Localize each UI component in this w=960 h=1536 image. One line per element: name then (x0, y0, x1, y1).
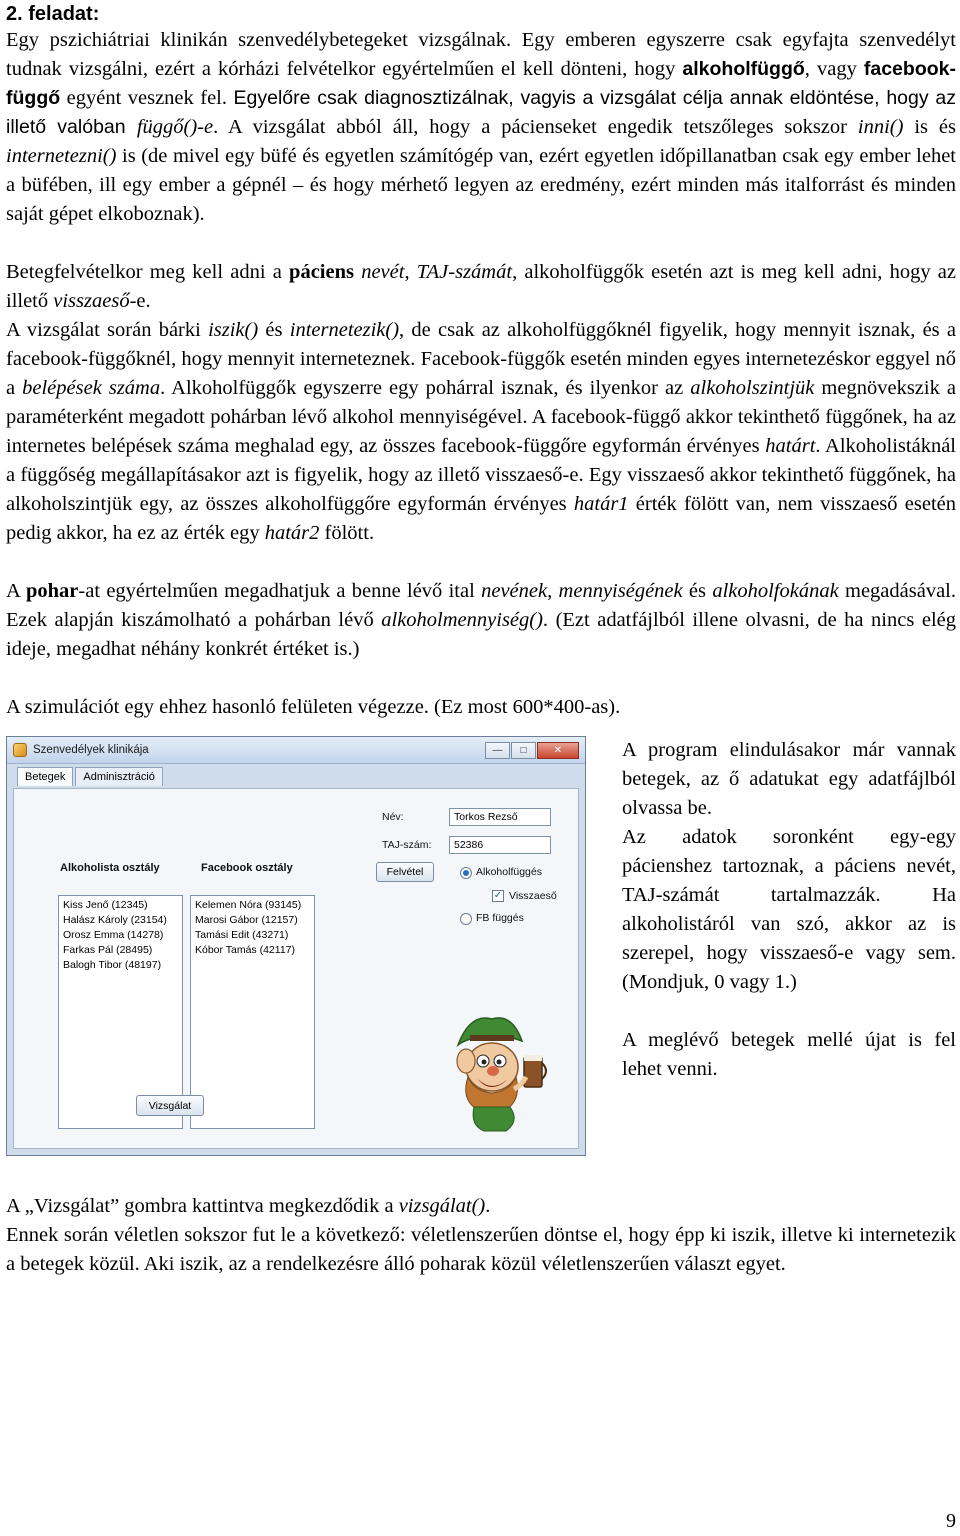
close-icon[interactable]: ✕ (537, 742, 579, 759)
nev-label: Név: (382, 811, 404, 823)
paragraph-random: Ennek során véletlen sokszor fut le a következő: véletlenszerűen döntse el, hogy épp ki iszik, illetve ki internetezik a betegek közül. Aki iszik, az a rendelkezésre álló poharak közül véletlenszerűen választ egyet. (6, 1224, 956, 1275)
tab-betegek[interactable]: Betegek (17, 767, 73, 786)
window-title: Szenvedélyek klinikája (33, 744, 149, 756)
document-page (6, 0, 956, 1279)
task-heading: 2. feladat: (6, 3, 100, 25)
alkoholfugges-label: Alkoholfüggés (476, 866, 542, 878)
list-item[interactable]: Kiss Jenő (12345) (63, 899, 148, 911)
list-item[interactable]: Farkas Pál (28495) (63, 944, 153, 956)
vizsgalat-button[interactable]: Vizsgálat (136, 1095, 204, 1116)
minimize-icon[interactable]: — (485, 742, 510, 759)
screenshot-row (6, 736, 956, 1156)
tab-bar (17, 767, 165, 786)
felvetel-button[interactable]: Felvétel (376, 862, 434, 882)
paragraph-admission: Betegfelvételkor meg kell adni a páciens nevét, TAJ-számát, alkoholfüggők esetén azt is meg kell adni, hogy az illető visszaeső-e. (6, 261, 957, 312)
list-item[interactable]: Kelemen Nóra (93145) (195, 899, 302, 911)
paragraph-glass: A pohar-at egyértelműen megadhatjuk a benne lévő ital nevének, mennyiségének és alkoholfokának megadásával. Ezek alapján kiszámolható a pohárban lévő alkoholmennyiség(). (Ezt adatfájlból illene olvasni, de ha nincs elég ideje, megadhat néhány konkrét értéket is.) (6, 580, 956, 660)
window-controls (484, 742, 579, 759)
list-item[interactable]: Orosz Emma (14278) (63, 929, 164, 941)
app-icon (13, 743, 27, 757)
fb-fugges-label: FB függés (476, 912, 524, 924)
betegek-panel (13, 788, 579, 1149)
maximize-icon[interactable]: □ (511, 742, 536, 759)
alkoholista-osztaly-label: Alkoholista osztály (60, 862, 160, 874)
taj-label: TAJ-szám: (382, 839, 432, 851)
alkoholfugges-radio[interactable] (460, 867, 472, 879)
facebook-list[interactable] (190, 895, 315, 1129)
page-number: 9 (946, 1510, 956, 1532)
side-paragraph-2: Az adatok soronként egy-egy pácienshez tartoznak, a páciens nevét, TAJ-számát tartalmazzák. Ha alkoholistáról van szó, akkor az is szerepel, hogy visszaeső-e vagy sem. (Mondjuk, 0 vagy 1.) (622, 826, 956, 993)
taj-field[interactable]: 52386 (449, 836, 551, 854)
side-description (622, 736, 956, 1084)
list-item[interactable]: Halász Károly (23154) (63, 914, 167, 926)
visszaeso-label: Visszaeső (509, 890, 557, 902)
paragraph-intro: Egy pszichiátriai klinikán szenvedélybetegeket vizsgálnak. Egy emberen egyszerre csak egyfajta szenvedélyt tudnak vizsgálni, ezért a kórházi felvételkor egyértelműen el kell dönteni, hogy alkoholfüggő, vagy facebook-függő egyént vesznek fel. Egyelőre csak diagnosztizálnak, vagyis a vizsgálat célja annak eldöntése, hogy az illető valóban függő()-e. A vizsgálat abból áll, hogy a pácienseket engedik tetszőleges sokszor inni() is és internetezni() is (de mivel egy büfé és egyetlen számítógép van, ezért egyetlen időpillanatban csak egy ember lehet a büfében, ill egy ember a gépnél – és hogy mérhető legyen az eredmény, ezért minden más italforrást és minden saját gépet elkoboznak). (6, 29, 956, 225)
window-titlebar (7, 737, 585, 764)
side-paragraph-1: A program elindulásakor már vannak betegek, az ő adatukat egy adatfájlból olvassa be. (622, 739, 956, 819)
paragraph-simulation: A szimulációt egy ehhez hasonló felületen végezze. (Ez most 600*400-as). (6, 696, 621, 718)
fb-fugges-radio[interactable] (460, 913, 472, 925)
list-item[interactable]: Marosi Gábor (12157) (195, 914, 298, 926)
alkoholista-list[interactable] (58, 895, 183, 1129)
facebook-osztaly-label: Facebook osztály (201, 862, 293, 874)
list-item[interactable]: Tamási Edit (43271) (195, 929, 289, 941)
app-window-screenshot (6, 736, 586, 1156)
side-paragraph-3: A meglévő betegek mellé újat is fel lehet venni. (622, 1029, 956, 1080)
paragraph-start-exam: A „Vizsgálat” gombra kattintva megkezdődik a vizsgálat(). (6, 1195, 491, 1217)
drunk-leprechaun-illustration (440, 1011, 552, 1133)
list-item[interactable]: Balogh Tibor (48197) (63, 959, 162, 971)
nev-field[interactable]: Torkos Rezső (449, 808, 551, 826)
visszaeso-checkbox[interactable]: ✓ (493, 890, 503, 901)
list-item[interactable]: Kóbor Tamás (42117) (195, 944, 296, 956)
paragraph-examination: A vizsgálat során bárki iszik() és internetezik(), de csak az alkoholfüggőknél figyelik, hogy mennyit isznak, és a facebook-függőknél, hogy mennyit interneteznek. Facebook-függők esetén minden egyes internetezéskor eggyel nő a belépések száma. Alkoholfüggők egyszerre egy pohárral isznak, és ilyenkor az alkoholszintjük megnövekszik a paraméterként megadott pohárban lévő alkohol mennyiségével. A facebook-függő akkor tekinthető függőnek, ha az internetes belépések száma meghalad egy, az összes facebook-függőre egyformán érvényes határt. Alkoholistáknál a függőség megállapításakor azt is figyelik, hogy az illető visszaeső-e. Egy visszaeső akkor tekinthető függőnek, ha alkoholszintjük egy, az összes alkoholfüggőre egyformán érvényes határ1 érték fölött van, nem visszaeső esetén pedig akkor, ha ez az érték egy határ2 fölött. (6, 319, 956, 544)
tab-adminisztracio[interactable]: Adminisztráció (75, 767, 163, 786)
